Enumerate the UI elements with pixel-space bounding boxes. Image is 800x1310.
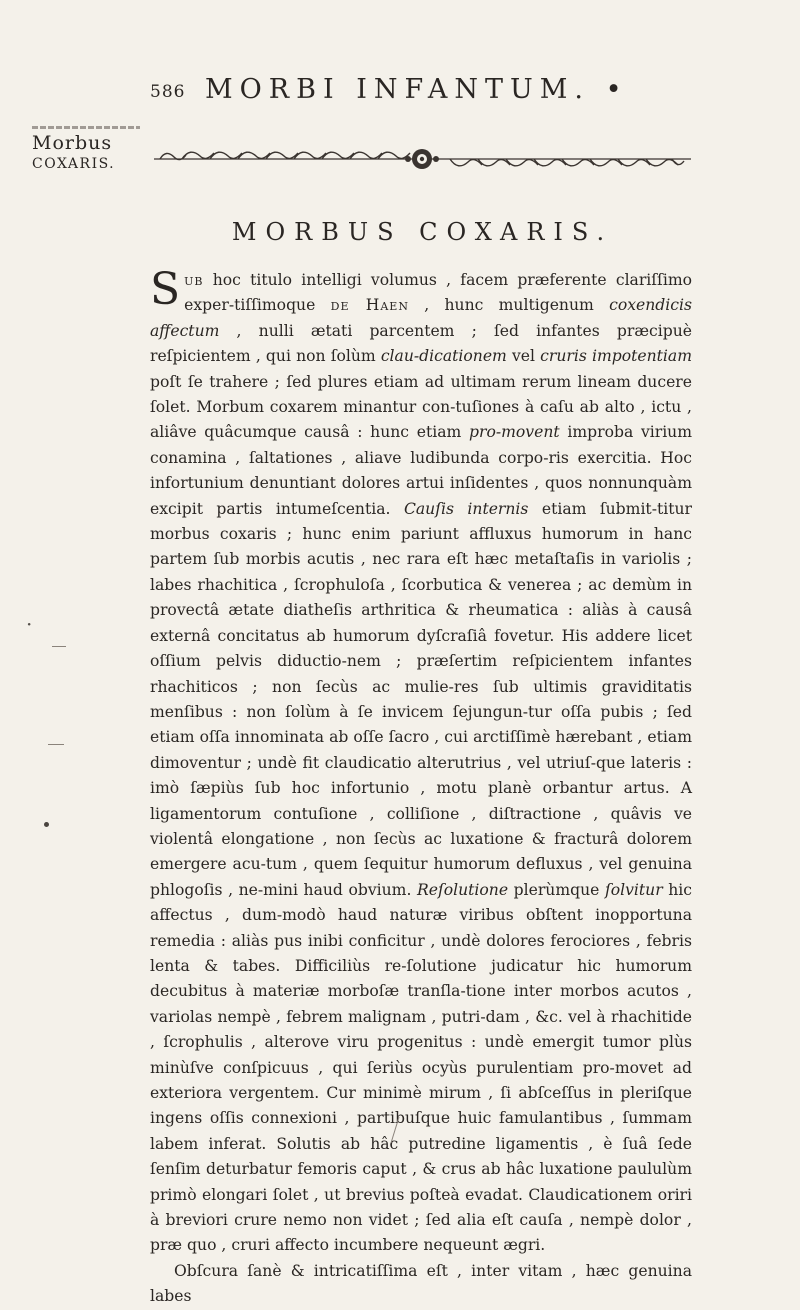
text-run: , hunc multigenum (408, 296, 610, 315)
italic-term: cruris impotentiam (540, 347, 692, 366)
margin-note (32, 133, 142, 175)
margin-note-line1: Morbus (32, 132, 113, 154)
text-run: plerùmque (508, 880, 605, 899)
text-run: hoc titulo intelligi volumus , facem præferente clariſſimo exper-tiſſimoque (184, 271, 692, 315)
italic-term: coxendicis affectum (150, 296, 692, 340)
section-title: MORBUS COXARIS. (231, 218, 614, 246)
author-name: de Haen (330, 296, 409, 315)
running-title: MORBI INFANTUM. • (205, 74, 629, 105)
italic-term: Cauſis internis (403, 499, 529, 518)
italic-term: ſolvitur (604, 880, 663, 899)
decorative-headpiece (150, 142, 695, 176)
italic-term: Reſolutione (416, 880, 509, 899)
italic-term: pro-movent (469, 423, 560, 442)
ink-mark-left: · (26, 612, 33, 636)
paragraph-1 (150, 264, 693, 1259)
page-number: 586 (150, 82, 186, 102)
text-run: etiam ſubmit-titur morbus coxaris ; hunc enim pariunt affluxus humorum in hanc partem ſub morbis acutis , nec rara eſt hæc metaſtaſis in variolis ; labes rhachitica , ſcrophuloſa , ſcorbutica & venerea ; ac demùm in provectâ ætate diatheſis arthritica & rheumatica : aliàs à causâ externâ concitatus ab humorum dyſcraſiâ fovetur. His addere licet oſſium pelvis diductio-nem ; præſertim reſpicientem infantes rhachiticos ; non ſecùs ac mulie-res ſub ultimis graviditatis menſibus : non ſolùm à ſe invicem ſejungun-tur oſſa pubis ; ſed etiam oſſa innominata ab oſſe ſacro , cui arctiſſimè hærebant , etiam dimoventur ; undè fit claudicatio alterutrius , vel utriuſ-que lateris : imò ſæpiùs ſub hoc infortunio , motu planè orbantur artus. A ligamentorum contuſione , colliſione , diſtractione , quâvis ve violentâ elongatione , non ſecùs ac luxatione & fracturâ dolorem emergere acu-tum , quem ſequitur humorum defluxus , vel genuina phlogoſis , ne-mini haud obvium. (150, 499, 692, 899)
margin-rule (32, 126, 140, 129)
text-run: , nulli ætati parcentem ; ſed infantes præcipuè reſpicientem , qui non ſolùm (150, 321, 692, 366)
margin-note-line2: COXARIS. (32, 156, 116, 172)
ink-dash (52, 646, 66, 647)
text-run: ub (184, 271, 204, 289)
drop-capital: S (150, 264, 181, 315)
paragraph-2: Obſcura ſanè & intricatiſſima eſt , inter vitam , hæc genuina labes (150, 1261, 692, 1306)
ink-dot (44, 822, 49, 827)
pen-stroke-mark (385, 1115, 405, 1145)
headpiece-center-rosette (405, 149, 439, 169)
text-run: poſt ſe trahere ; ſed plures etiam ad ultimam rerum lineam ducere ſolet. Morbum coxarem minantur con-tuſiones à caſu ab alto , ictu , aliâve quâcumque causâ : hunc etiam (150, 372, 692, 442)
headpiece-scrolls-right (450, 159, 684, 166)
text-run: improba virium conamina , ſaltationes , aliave ludibunda corpo-ris exercitia. Hoc infortunium denuntiant dolores artui inſidentes , quos nonnunquàm excipit partis intumeſcentia. (150, 423, 693, 518)
italic-term: clau-dicationem (380, 347, 507, 366)
main-text (150, 264, 693, 1310)
ink-dash (48, 744, 64, 745)
text-run: vel (506, 347, 541, 366)
text-run: hic affectus , dum-modò haud naturæ viribus obſtent inopportuna remedia : aliàs pus inibi conficitur , undè dolores ferociores , febris lenta & tabes. Difficiliùs re-ſolutione judicatur hic humorum decubitus à materiæ morboſæ tranſla-tione inter morbos acutos , variolas nempè , febrem malignam , putri-dam , &c. vel à rhachitide , ſcrophulis , alterove viru progenitus : undè emergit tumor plùs minùſve conſpicuus , qui ſeriùs ocyùs purulentiam pro-movet ad exteriora vergentem. Cur minimè mirum , ſi abſceſſus in pleriſque ingens oſſis connexioni , partibuſque huic famulantibus , ſummam labem inferat. Solutis ab hâc putredine ligamentis , è ſuâ ſede ſenſim deturbatur femoris caput , & crus ab hâc luxatione paululùm primò elongari ſolet , ut brevius poſteà evadat. Claudicationem oriri à breviori crure nemo non videt ; ſed alia eſt cauſa , nempè dolor , præ quo , cruri affecto incumbere nequeunt ægri. (150, 880, 692, 1255)
